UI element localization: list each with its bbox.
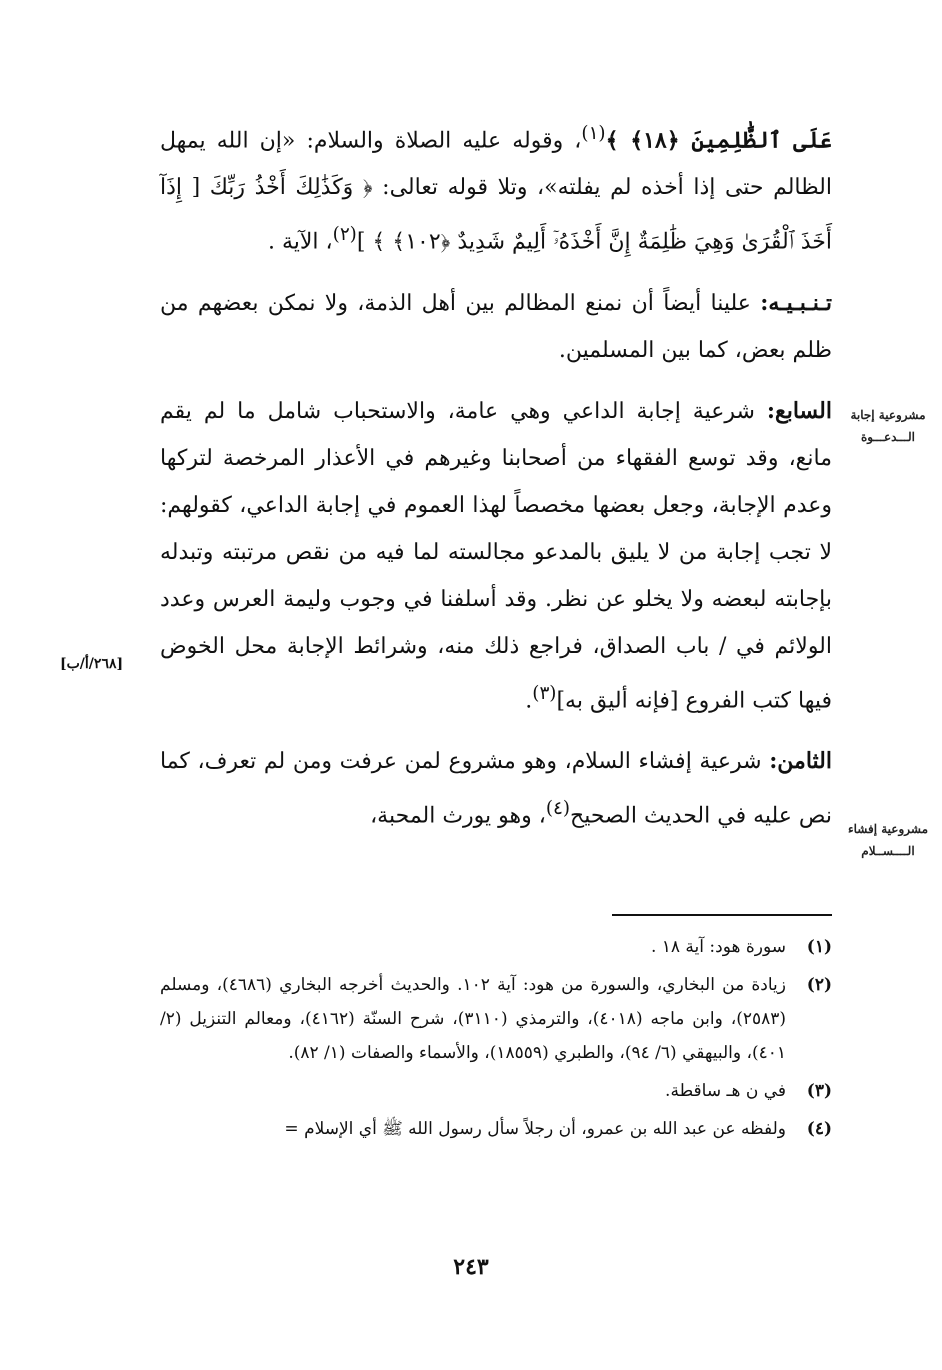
footnote-ref-4[interactable]: (٤) xyxy=(545,797,571,819)
paragraph-4-lead: الثامن: xyxy=(769,747,832,774)
paragraph-1 xyxy=(160,110,832,266)
margin-note-salam-line1: مشروعية إفشاء xyxy=(847,822,928,836)
footnote-4 xyxy=(160,1112,832,1146)
margin-note-salam-line2: الــــســلام xyxy=(861,844,915,858)
paragraph-3-end: . xyxy=(525,687,533,713)
footnote-1 xyxy=(160,930,832,964)
footnote-2-text: زيادة من البخاري، والسورة من هود: آية ١٠٢. والحديث أخرجه البخاري (٤٦٨٦)، ومسلم (٢٥٨٣)، وابن ماجه (٤٠١٨)، والترمذي (٣١١٠)، شرح السنّة (٤١٦٢)، ومعالم التنزيل (٢/ ٤٠١)، والبيهقي (٦/ ٩٤)، والطبري (١٨٥٥٩)، والأسماء والصفات (١/ ٨٢). xyxy=(160,975,786,1063)
margin-note-salam xyxy=(848,818,928,862)
paragraph-2-lead: تـنـبـيـه: xyxy=(760,289,832,316)
footnote-2-number: (٢) xyxy=(806,975,832,995)
footnote-3 xyxy=(160,1074,832,1108)
paragraph-1-text: ، وقوله عليه الصلاة والسلام: «إن الله يمهل الظالم حتى إذا أخذه لم يفلته»، وتلا قوله تعالى: ﴿ وَكَذَٰلِكَ أَخْذُ رَبِّكَ [ إِذَآ أَخَذَ ٱلْقُرَىٰ وَهِيَ ظَٰلِمَةٌ إِنَّ أَخْذَهُۥٓ أَلِيمٌ شَدِيدٌ ﴿١٠٢﴾ ﴾ ] xyxy=(160,128,832,255)
paragraph-4 xyxy=(160,738,832,839)
paragraph-4-text: شرعية إفشاء السلام، وهو مشروع لمن عرفت ومن لم تعرف، كما نص عليه في الحديث الصحيح xyxy=(160,748,832,829)
margin-note-invitation xyxy=(848,404,928,448)
paragraph-1-end: ، الآية . xyxy=(267,229,333,255)
paragraph-2-text: علينا أيضاً أن نمنع المظالم بين أهل الذمة، ولا نمكن بعضهم من ظلم بعض، كما بين المسلمين. xyxy=(160,290,832,363)
footnote-separator xyxy=(612,914,832,916)
footnote-1-text: سورة هود: آية ١٨ . xyxy=(650,937,786,957)
margin-note-invitation-line2: الـــدعـــوة xyxy=(860,430,916,444)
paragraph-4-end: ، وهو يورث المحبة، xyxy=(370,803,546,829)
page-number: ٢٤٣ xyxy=(453,1254,489,1280)
footnote-1-number: (١) xyxy=(806,937,832,957)
footnote-4-number: (٤) xyxy=(806,1119,832,1139)
footnotes xyxy=(160,930,832,1150)
footnote-ref-3[interactable]: (٣) xyxy=(532,682,557,704)
margin-note-invitation-line1: مشروعية إجابة xyxy=(850,408,926,422)
footnote-3-text: في ن هـ ساقطة. xyxy=(665,1081,786,1101)
footnote-3-number: (٣) xyxy=(806,1081,832,1101)
main-text xyxy=(160,110,832,853)
paragraph-3-text: شرعية إجابة الداعي وهي عامة، والاستحباب شامل ما لم يقم مانع، وقد توسع الفقهاء من أصحابنا وغيرهم في الأعذار المرخصة لتركها وعدم الإجابة، وجعل بعضها مخصصاً لهذا العموم في إجابة الداعي، كقولهم: لا تجب إجابة من لا يليق بالمدعو مجالسته لما فيه من نقص مرتبته وتبدله بإجابته لبعضه ولا يخلو عن نظر. وقد أسلفنا في وجوب وليمة العرس وعدد الولائم في / باب الصداق، فراجع ذلك منه، وشرائط الإجابة محل الخوض فيها كتب الفروع [فإنه أليق به] xyxy=(160,398,832,713)
footnote-ref-2[interactable]: (٢) xyxy=(332,224,357,246)
quran-verse-end: عَلَى ٱلظَّٰلِمِينَ ﴿١٨﴾ ﴾ xyxy=(605,127,832,154)
paragraph-2 xyxy=(160,280,832,374)
manuscript-folio-marker: [٢٦٨/أ/ب] xyxy=(60,656,124,672)
paragraph-3 xyxy=(160,388,832,724)
paragraph-3-lead: السابع: xyxy=(766,397,832,424)
footnote-4-text: ولفظه عن عبد الله بن عمرو، أن رجلاً سأل رسول الله ﷺ أي الإسلام = xyxy=(284,1119,786,1139)
footnote-2 xyxy=(160,968,832,1070)
footnote-ref-1[interactable]: (١) xyxy=(581,123,606,144)
